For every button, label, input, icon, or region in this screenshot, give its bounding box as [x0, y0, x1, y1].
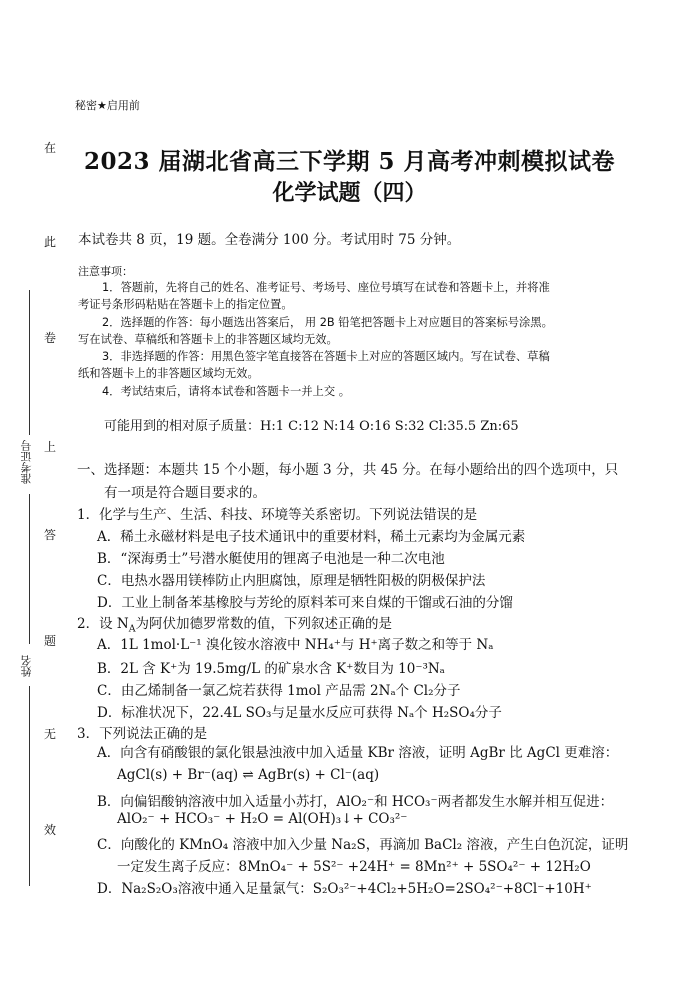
- secret-label: 秘密★启用前: [75, 99, 140, 112]
- q3-option-c: C．向酸化的 KMnO₄ 溶液中加入少量 Na₂S，再滴加 BaCl₂ 溶液，产生白色沉淀，证明: [97, 837, 629, 853]
- q1-option-b: B．“深海勇士”号潜水艇使用的锂离子电池是一种二次电池: [97, 551, 445, 567]
- q3-option-a-equation: AgCl(s) + Br⁻(aq) ⇌ AgBr(s) + Cl⁻(aq): [117, 767, 380, 783]
- exam-no-line-lower: [29, 494, 30, 644]
- margin-char: 题: [44, 634, 57, 648]
- notice-line: 2．选择题的作答：每小题选出答案后， 用 2B 铅笔把答题卡上对应题目的答案标号涂黑。: [102, 316, 553, 329]
- q3-option-c-equation: 一定发生离子反应：8MnO₄⁻ + 5S²⁻ +24H⁺ = 8Mn²⁺ + 5SO₄²⁻ + 12H₂O: [117, 859, 591, 875]
- exam-no-label: 准考证号: [20, 440, 33, 484]
- q2-stem-pre: 2．设 N: [77, 616, 129, 632]
- margin-char: 在: [44, 141, 57, 155]
- margin-char: 此: [44, 235, 57, 249]
- margin-char: 无: [44, 727, 57, 741]
- notice-line: 3．非选择题的作答：用黑色签字笔直接答在答题卡上对应的答题区域内。写在试卷、草稿: [102, 350, 550, 363]
- q2-option-d: D．标准状况下，22.4L SO₃与足量水反应可获得 Nₐ个 H₂SO₄分子: [97, 705, 502, 721]
- notice-line: 写在试卷、草稿纸和答题卡上的非答题区域均无效。: [78, 333, 338, 346]
- question-1-stem: 1．化学与生产、生活、科技、环境等关系密切。下列说法错误的是: [77, 507, 478, 523]
- atomic-mass-line: 可能用到的相对原子质量：H:1 C:12 N:14 O:16 S:32 Cl:35.5 Zn:65: [104, 419, 519, 434]
- q3-option-b-equation: AlO₂⁻ + HCO₃⁻ + H₂O = Al(OH)₃↓+ CO₃²⁻: [117, 811, 408, 827]
- q2-option-b: B．2L 含 K⁺为 19.5mg/L 的矿泉水含 K⁺数目为 10⁻³Nₐ: [97, 661, 445, 677]
- q1-option-c: C．电热水器用镁棒防止内胆腐蚀，原理是牺牲阳极的阴极保护法: [97, 573, 486, 589]
- notice-line: 考证号条形码粘贴在答题卡上的指定位置。: [78, 298, 293, 311]
- margin-char: 效: [44, 823, 57, 837]
- notice-line: 纸和答题卡上的非答题区域均无效。: [78, 367, 259, 380]
- margin-char: 卷: [44, 331, 57, 345]
- question-2-stem: [77, 612, 392, 635]
- exam-subtitle: 化学试题（四）: [272, 180, 427, 206]
- q1-option-d: D．工业上制备苯基橡胶与芳纶的原料苯可来自煤的干馏或石油的分馏: [97, 595, 513, 611]
- q2-option-a: A．1L 1mol·L⁻¹ 溴化铵水溶液中 NH₄⁺与 H⁺离子数之和等于 Nₐ: [97, 637, 494, 653]
- name-label: 姓名: [20, 655, 33, 677]
- q3-option-a: A．向含有硝酸银的氯化银悬浊液中加入适量 KBr 溶液，证明 AgBr 比 AgCl 更难溶：: [97, 745, 619, 761]
- notice-line: 1．答题前，先将自己的姓名、准考证号、考场号、座位号填写在试卷和答题卡上，并将准: [102, 281, 550, 294]
- notice-line: 4．考试结束后，请将本试卷和答题卡一并上交 。: [102, 385, 351, 398]
- q1-option-a: A．稀土永磁材料是电子技术通讯中的重要材料，稀土元素均为金属元素: [97, 529, 526, 545]
- q2-stem-post: 为阿伏加德罗常数的值，下列叙述正确的是: [135, 616, 393, 632]
- section-heading: 一、选择题：本题共 15 个小题，每小题 3 分，共 45 分。在每小题给出的四个选项中，只: [77, 462, 619, 478]
- exam-no-line: [29, 290, 30, 435]
- margin-char: 上: [44, 440, 57, 454]
- question-3-stem: 3．下列说法正确的是: [77, 726, 208, 742]
- q3-option-b: B．向偏铝酸钠溶液中加入适量小苏打，AlO₂⁻和 HCO₃⁻两者都发生水解并相互促进：: [97, 794, 614, 810]
- q3-option-d: D．Na₂S₂O₃溶液中通入足量氯气：S₂O₃²⁻+4Cl₂+5H₂O=2SO₄²⁻+8Cl⁻+10H⁺: [97, 881, 592, 897]
- q2-option-c: C．由乙烯制备一氯乙烷若获得 1mol 产品需 2Nₐ个 Cl₂分子: [97, 683, 461, 699]
- intro-text: 本试卷共 8 页，19 题。全卷满分 100 分。考试用时 75 分钟。: [78, 232, 461, 248]
- margin-char: 答: [44, 528, 57, 542]
- q2-stem-sub: A: [128, 623, 136, 635]
- name-line: [29, 686, 30, 886]
- notice-heading: 注意事项：: [78, 265, 133, 278]
- exam-title: 2023 届湖北省高三下学期 5 月高考冲刺模拟试卷: [83, 148, 616, 175]
- section-heading-cont: 有一项是符合题目要求的。: [104, 485, 266, 501]
